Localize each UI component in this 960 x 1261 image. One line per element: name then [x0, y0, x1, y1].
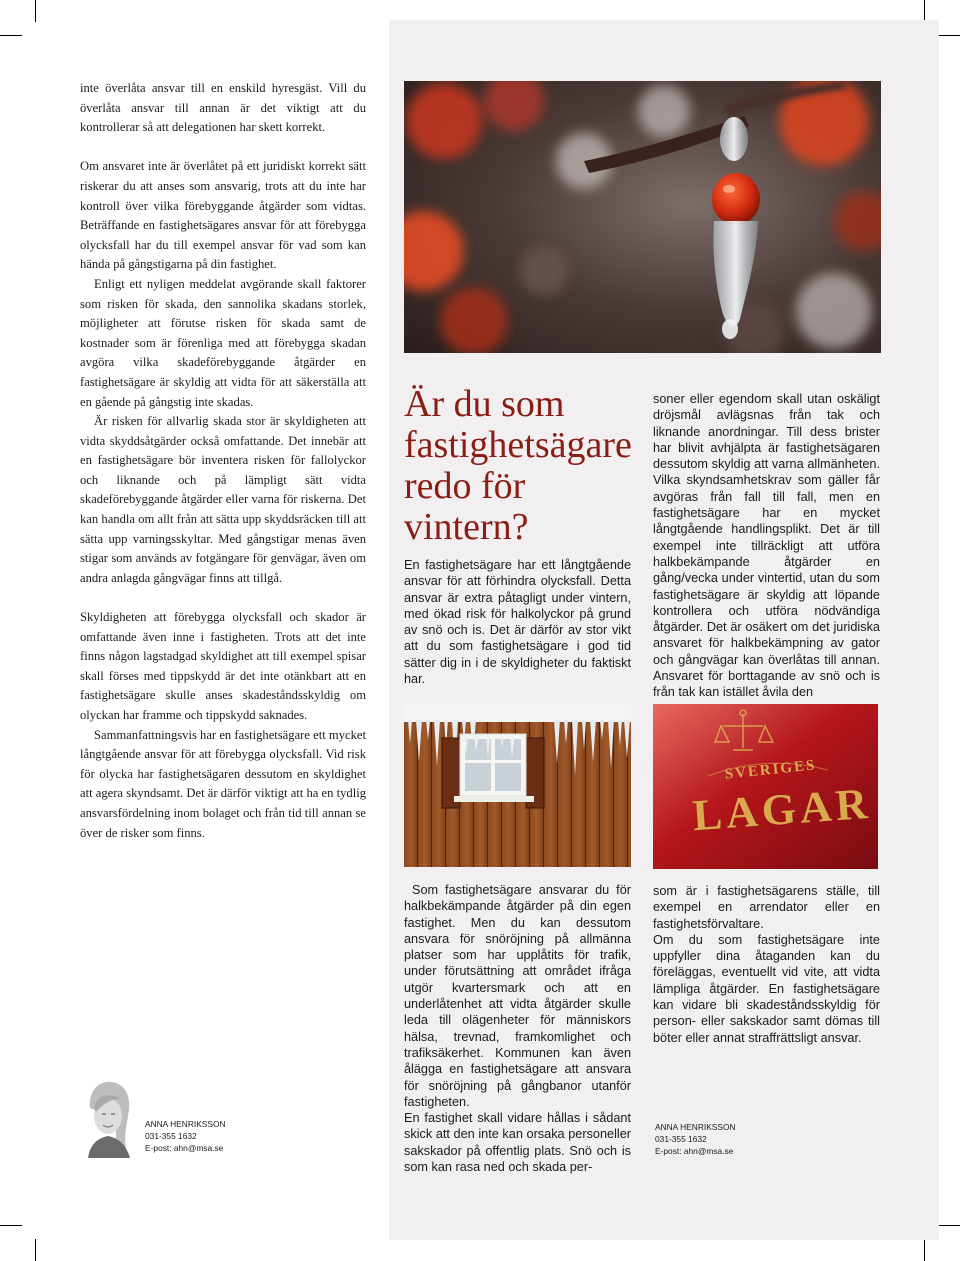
paragraph: soner eller egendom skall utan oskäligt dröjsmål avlägsnas från tak och liknande anordningar. Till dess brister har blivit avhjälpta är fastighetsägaren dessutom skyldig att varna allmänheten. Vilka skyndsamhetskrav som gäller får avgöras från fall till fall, men en fastighetsägare har en mycket långtgående handlingsplikt. Det är till exempel inte tillräckligt att utföra halkbekämpande åtgärder en gång/vecka under vintertid, utan du som fastighetsägare är skyldig att löpande kontrollera och utföra nödvändiga åtgärder. Det är osäkert om det juridiska ansvaret för halkbekämpning av gator och gångvägar kan överlåtas till annan. Ansvaret för borttagande av snö och is från tak kan istället åvila den [653, 392, 880, 700]
author-name: ANNA HENRIKSSON [655, 1122, 736, 1132]
intro-paragraph: En fastighetsägare har ett långtgående ansvar för att förhindra olycksfall. Detta ansvar är extra påtagligt under vintern, med ökad risk för halkolyckor på grund av snö och is. Det är därför av stor vikt att du som fastighetsägare i god tid sätter dig in i de skyldigheter du faktiskt har. [404, 558, 631, 687]
book-title-line2: LAGAR [691, 778, 873, 841]
author-portrait [80, 1078, 136, 1158]
author-phone: 031-355 1632 [145, 1131, 197, 1141]
paragraph: Sammanfattningsvis har en fastighetsägare ett mycket långtgående ansvar för att förebygga olycksfall. Vid risk för olycka har fastighetsägaren dessutom en skyldighet att agera skyndsamt. Det är därför viktigt att ha en tydlig ansvarsfördelning inom bolaget och från tid till annan se över de risker som finns. [80, 727, 366, 840]
paragraph: Skyldigheten att förebygga olycksfall och skador är omfattande även inne i fastigheten. Trots att det inte finns någon lagstadgad skyldighet att till exempel spisar skall förses med tippskydd är det inte otänkbart att en fastighetsägare skulle anses skadeståndsskyldig om olyckan har framme och tippskydd saknades. [80, 610, 366, 722]
headline-line: vintern? [404, 506, 529, 548]
author-email: E-post: ahn@msa.se [655, 1146, 734, 1156]
crop-mark [938, 1225, 960, 1226]
crop-mark [35, 0, 36, 22]
paragraph: Är risken för allvarlig skada stor är skyldigheten att vidta skyddsåtgärder också omfattande. Det innebär att en fastighetsägare bör inventera risken för fallolyckor och liknande och på lämpligt sätt vidta skadeförebyggande åtgärder eller varna för riskerna. Det kan handla om allt från att sätta upp skyddsräcken till att sätta upp varningsskyltar. Med gångstigar menas även stigar som används av fotgängare för genvägar, även om andra anlagda gångvägar finns att tillgå. [80, 414, 366, 585]
article-headline [404, 384, 644, 548]
crop-mark [938, 35, 960, 36]
icicle-berry-photo [404, 81, 881, 353]
author-name: ANNA HENRIKSSON [145, 1119, 226, 1129]
headline-line: redo för [404, 465, 526, 507]
intro-column [404, 557, 631, 687]
sveriges-lagar-book-photo [653, 704, 878, 869]
crop-mark [0, 35, 22, 36]
crop-mark [924, 1239, 925, 1261]
headline-line: fastighetsägare [404, 424, 632, 466]
crop-mark [924, 0, 925, 22]
left-body-column [80, 79, 366, 843]
paragraph: Som fastighetsägare ansvarar du för halkbekämpande åtgärder på din egen fastighet. Men du kan dessutom ansvara för snöröjning på allmänna platser som har upplåtits för trafik, under förutsättning att området ifråga utgör kvartersmark och att en underlåtenhet att vidta åtgärder skulle leda till olägenheter för människors hälsa, trevnad, framkomlighet och trafiksäkerhet. Kommunen kan även ålägga en fastighetsägare att ansvara för snöröjning på gångbanor utanför fastigheten. [404, 883, 631, 1109]
book-title-line1: SVERIGES [724, 757, 818, 783]
bottom-middle-column [404, 882, 631, 1175]
author-contact-right [655, 1121, 736, 1157]
crop-mark [0, 1225, 22, 1226]
headline-line: Är du som [404, 383, 565, 425]
crop-mark [35, 1239, 36, 1261]
paragraph: Om ansvaret inte är överlåtet på ett juridiskt korrekt sätt riskerar du att anses som ansvarig, trots att du inte har kontroll över vilka förebyggande åtgärder som vidtas. Beträffande en fastighetsägares ansvar för att förebygga olycksfall har du till exempel ansvar för vad som kan hända på gångstigarna på din fastighet. [80, 159, 366, 272]
paragraph: Enligt ett nyligen meddelat avgörande skall faktorer som risken för skada, den sannolika skadans storlek, möjligheter att förutse risken för skada samt de kostnader som är förenliga med att förebygga skadan avgöra vilka skadeförebyggande åtgärder en fastighetsägare är skyldig att vidta för att säkerställa att en gående på gångstig inte skadas. [80, 276, 366, 409]
paragraph: som är i fastighetsägarens ställe, till exempel en arrendator eller en fastighetsförvaltare. [653, 884, 880, 931]
paragraph: Om du som fastighetsägare inte uppfyller dina åtaganden kan du föreläggas, eventuellt vid vite, att vidta lämpliga åtgärder. En fastighetsägare kan vidare bli skadeståndsskyldig för person- eller sakskador samt dömas till böter eller annat straffrättsligt ansvar. [653, 932, 880, 1045]
right-top-column [653, 391, 880, 701]
author-contact-left [145, 1118, 226, 1154]
paragraph: inte överlåta ansvar till en enskild hyresgäst. Vill du överlåta ansvar till annan är det viktigt att du kontrollerar så att delegationen har skett korrekt. [80, 81, 366, 135]
icicle-window-photo [404, 704, 631, 867]
author-phone: 031-355 1632 [655, 1134, 707, 1144]
author-email: E-post: ahn@msa.se [145, 1143, 224, 1153]
bottom-right-column [653, 883, 880, 1046]
paragraph: En fastighet skall vidare hållas i sådant skick att den inte kan orsaka personeller sakskador på offentlig plats. Snö och is som kan rasa ned och skada per- [404, 1111, 631, 1175]
